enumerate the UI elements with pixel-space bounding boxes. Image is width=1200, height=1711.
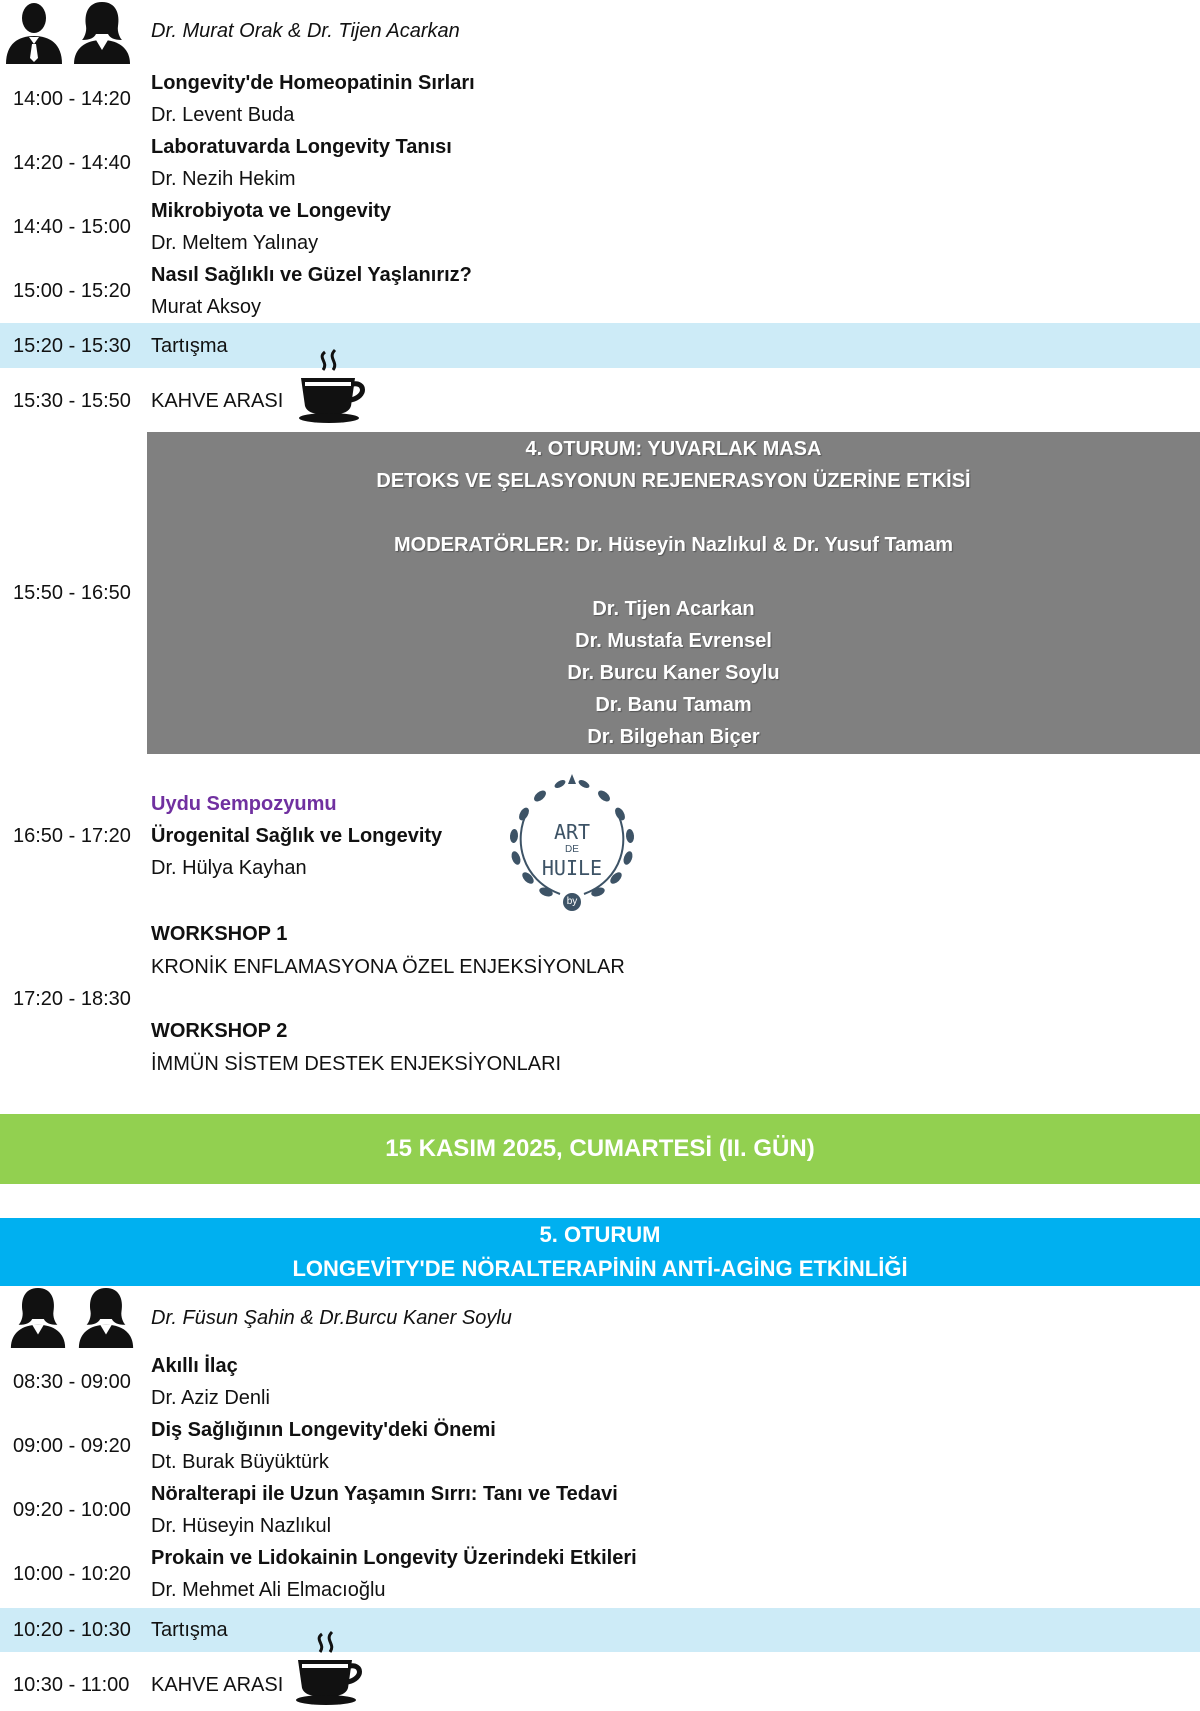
logo-word-3: HUILE xyxy=(541,856,603,880)
workshop-title: İMMÜN SİSTEM DESTEK ENJEKSİYONLARI xyxy=(151,1053,562,1075)
coffee-time: 10:30 - 11:00 xyxy=(13,1674,130,1696)
discussion-label: Tartışma xyxy=(151,335,228,357)
satellite-label: Uydu Sempozyumu xyxy=(151,793,337,815)
session-subtitle: LONGEVİTY'DE NÖRALTERAPİNİN ANTİ-AGİNG ETKİNLİĞİ xyxy=(292,1256,908,1281)
roundtable-session-box xyxy=(147,432,1200,754)
sponsor-logo xyxy=(500,770,644,912)
talk-time: 14:20 - 14:40 xyxy=(13,152,131,174)
logo-word-2: DE xyxy=(565,844,579,855)
workshop-label: WORKSHOP 2 xyxy=(151,1020,288,1042)
panelist: Dr. Bilgehan Biçer xyxy=(587,726,760,748)
talk-speaker: Dr. Aziz Denli xyxy=(151,1387,270,1409)
talk-time: 09:00 - 09:20 xyxy=(13,1435,131,1457)
talk-title: Mikrobiyota ve Longevity xyxy=(151,200,392,222)
moderator-female-icon xyxy=(8,1286,68,1348)
talk-title: Longevity'de Homeopatinin Sırları xyxy=(151,72,475,94)
session-moderators: Dr. Murat Orak & Dr. Tijen Acarkan xyxy=(151,20,460,42)
logo-word-1: ART xyxy=(553,820,591,844)
talk-speaker: Dr. Meltem Yalınay xyxy=(151,232,319,254)
session-subtitle: DETOKS VE ŞELASYONUN REJENERASYON ÜZERİNE ETKİSİ xyxy=(376,470,971,492)
logo-badge: by xyxy=(566,896,578,907)
discussion-time: 15:20 - 15:30 xyxy=(13,335,131,357)
talk-speaker: Dr. Hüseyin Nazlıkul xyxy=(151,1515,332,1537)
talk-time: 14:40 - 15:00 xyxy=(13,216,131,238)
discussion-label: Tartışma xyxy=(151,1619,228,1641)
talk-time: 14:00 - 14:20 xyxy=(13,88,131,110)
talk-title: Akıllı İlaç xyxy=(151,1355,238,1377)
session-header xyxy=(0,1218,1200,1286)
talk-time: 08:30 - 09:00 xyxy=(13,1371,131,1393)
talk-title: Laboratuvarda Longevity Tanısı xyxy=(151,136,452,158)
coffee-cup-icon xyxy=(292,1630,368,1706)
session4-time: 15:50 - 16:50 xyxy=(13,582,131,604)
satellite-speaker: Dr. Hülya Kayhan xyxy=(151,857,307,879)
moderator-male-icon xyxy=(4,0,64,64)
panelist: Dr. Burcu Kaner Soylu xyxy=(567,662,780,684)
talk-speaker: Dt. Burak Büyüktürk xyxy=(151,1451,329,1473)
coffee-label: KAHVE ARASI xyxy=(151,390,284,412)
session-title: 4. OTURUM: YUVARLAK MASA xyxy=(525,438,822,460)
workshop-label: WORKSHOP 1 xyxy=(151,923,288,945)
workshop-title: KRONİK ENFLAMASYONA ÖZEL ENJEKSİYONLAR xyxy=(151,956,625,978)
session-moderators: MODERATÖRLER: Dr. Hüseyin Nazlıkul & Dr. Yusuf Tamam xyxy=(394,534,953,556)
moderator-female-icon xyxy=(72,0,132,64)
satellite-time: 16:50 - 17:20 xyxy=(13,825,131,847)
talk-speaker: Dr. Levent Buda xyxy=(151,104,295,126)
discussion-time: 10:20 - 10:30 xyxy=(13,1619,131,1641)
session-moderators: Dr. Füsun Şahin & Dr.Burcu Kaner Soylu xyxy=(151,1307,512,1329)
talk-speaker: Dr. Mehmet Ali Elmacıoğlu xyxy=(151,1579,386,1601)
talk-title: Nasıl Sağlıklı ve Güzel Yaşlanırız? xyxy=(151,264,472,286)
day-banner: 15 KASIM 2025, CUMARTESİ (II. GÜN) xyxy=(0,1114,1200,1184)
panelist: Dr. Mustafa Evrensel xyxy=(575,630,772,652)
coffee-cup-icon xyxy=(295,348,371,424)
workshop-time: 17:20 - 18:30 xyxy=(13,988,131,1010)
talk-speaker: Dr. Nezih Hekim xyxy=(151,168,296,190)
talk-speaker: Murat Aksoy xyxy=(151,296,262,318)
talk-time: 09:20 - 10:00 xyxy=(13,1499,131,1521)
panelist: Dr. Banu Tamam xyxy=(595,694,752,716)
session-title: 5. OTURUM xyxy=(539,1222,661,1247)
coffee-label: KAHVE ARASI xyxy=(151,1674,284,1696)
panelist: Dr. Tijen Acarkan xyxy=(592,598,755,620)
talk-title: Prokain ve Lidokainin Longevity Üzerindeki Etkileri xyxy=(151,1547,637,1569)
talk-time: 15:00 - 15:20 xyxy=(13,280,131,302)
satellite-title: Ürogenital Sağlık ve Longevity xyxy=(151,825,443,847)
coffee-time: 15:30 - 15:50 xyxy=(13,390,131,412)
talk-title: Diş Sağlığının Longevity'deki Önemi xyxy=(151,1419,496,1441)
talk-title: Nöralterapi ile Uzun Yaşamın Sırrı: Tanı ve Tedavi xyxy=(151,1483,618,1505)
moderator-female-icon xyxy=(76,1286,136,1348)
talk-time: 10:00 - 10:20 xyxy=(13,1563,131,1585)
